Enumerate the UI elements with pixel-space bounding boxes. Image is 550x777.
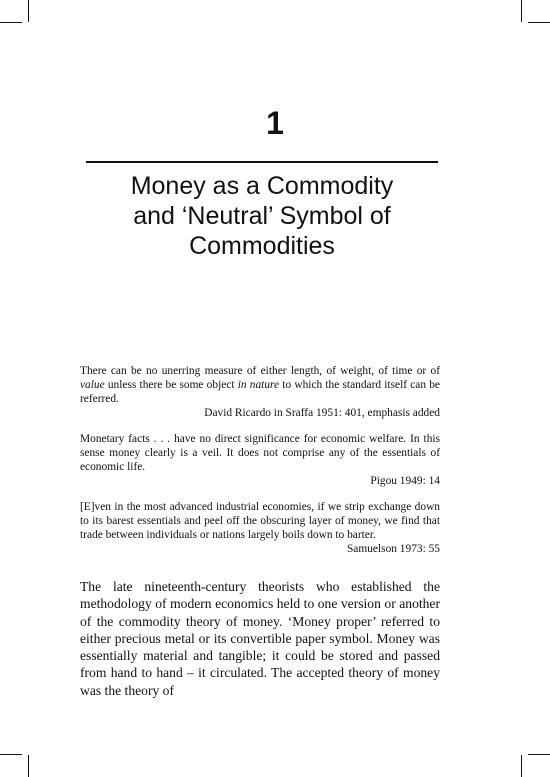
epigraph-quote: Monetary facts . . . have no direct significance for economic welfare. In this sense money clearly is a veil. It does not comprise any of the essentials of economic life.: [80, 433, 440, 473]
crop-mark-top-right: [521, 0, 522, 22]
chapter-rule: [86, 161, 438, 163]
quote-text: There can be no unerring measure of either length, of weight, of time or of: [80, 365, 440, 377]
epigraph-attribution: Samuelson 1973: 55: [346, 543, 440, 555]
epigraph-ricardo: [80, 364, 440, 420]
chapter-title-line: and ‘Neutral’ Symbol of: [133, 202, 391, 230]
quote-emphasis: in nature: [237, 379, 280, 391]
crop-mark-bottom-left: [28, 755, 29, 777]
crop-mark-top-left: [28, 0, 29, 22]
crop-mark-bottom-right-h: [528, 754, 550, 755]
epigraph-attribution: Pigou 1949: 14: [370, 475, 440, 487]
chapter-title: [86, 171, 438, 261]
epigraph-samuelson: [80, 500, 440, 556]
quote-text: unless there be some object: [104, 379, 238, 391]
epigraph-quote: [80, 364, 440, 406]
chapter-title-line: Money as a Commodity: [130, 172, 394, 200]
crop-mark-top-left-h: [0, 22, 22, 23]
quote-text: to which the standard itself can be referred.: [80, 379, 440, 405]
chapter-number: 1: [266, 105, 284, 141]
quote-emphasis: value: [80, 379, 105, 391]
crop-mark-bottom-left-h: [0, 754, 22, 755]
epigraph-attribution: David Ricardo in Sraffa 1951: 401, emphasis added: [204, 407, 440, 419]
epigraph-quote: [E]ven in the most advanced industrial economies, if we strip exchange down to its barest essentials and peel off the obscuring layer of money, we find that trade between individuals or nations largely boils down to barter.: [80, 501, 440, 541]
epigraph-pigou: [80, 432, 440, 488]
chapter-title-line: Commodities: [189, 232, 335, 260]
crop-mark-bottom-right: [521, 755, 522, 777]
body-paragraph: The late nineteenth-century theorists who established the methodology of modern economics held to one version or another of the commodity theory of money. ‘Money proper’ referred to either precious metal or its convertible paper symbol. Money was essentially material and tangible; it could be stored and passed from hand to hand – it circulated. The accepted theory of money was the theory of: [80, 579, 440, 698]
crop-mark-top-right-h: [528, 22, 550, 23]
